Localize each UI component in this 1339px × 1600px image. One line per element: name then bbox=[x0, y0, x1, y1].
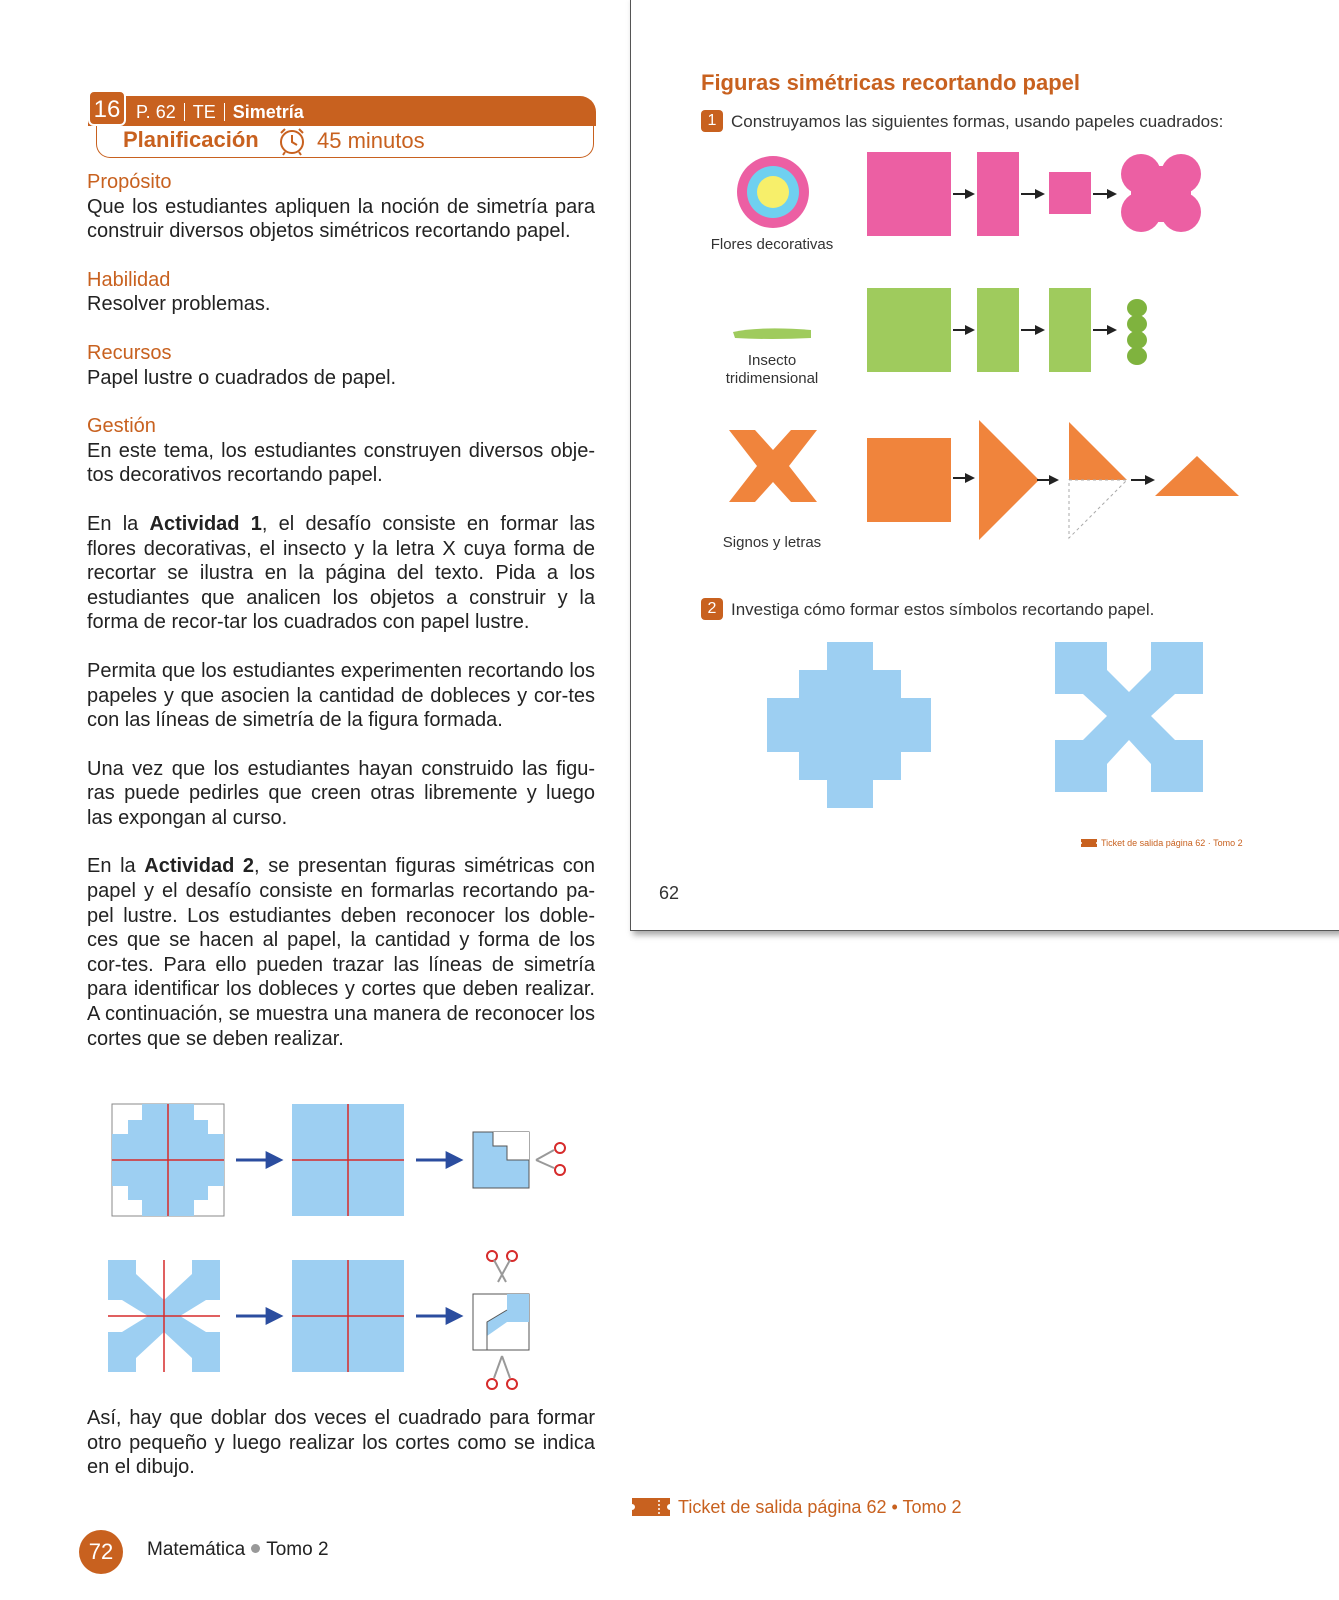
recursos-text: Papel lustre o cuadrados de papel. bbox=[87, 366, 397, 389]
page-number: 72 bbox=[79, 1530, 123, 1574]
lesson-header bbox=[88, 96, 596, 162]
pink-flower-result bbox=[1121, 154, 1201, 232]
bullet-icon bbox=[251, 1544, 260, 1553]
orange-folded-triangle bbox=[1155, 456, 1239, 496]
activity-1-instruction: Construyamos las siguientes formas, usando papeles cuadrados: bbox=[731, 112, 1224, 131]
te-label: TE bbox=[192, 102, 216, 122]
exit-ticket: Ticket de salida página 62 • Tomo 2 bbox=[632, 1497, 961, 1518]
gestion-heading: Gestión bbox=[87, 415, 156, 438]
green-strip bbox=[1049, 288, 1091, 372]
recursos-heading: Recursos bbox=[87, 341, 172, 364]
proposito-text: Que los estudiantes apliquen la noción de simetría para construir diversos objetos simétricos recortando papel. bbox=[87, 195, 595, 243]
header-tags bbox=[136, 100, 304, 124]
gestion-paragraph-4: Una vez que los estudiantes hayan construido las figu-ras puede pedirles que creen otras libremente y luego las expongan al curso. bbox=[87, 757, 595, 829]
page-ref: P. 62 bbox=[136, 102, 176, 122]
caption-insect-2: tridimensional bbox=[725, 370, 819, 387]
duration-label: 45 minutos bbox=[317, 128, 425, 153]
insect-icon bbox=[733, 328, 811, 339]
square-folded-lines bbox=[292, 1104, 404, 1216]
flower-icon bbox=[737, 156, 809, 228]
activity-2-instruction: Investiga cómo formar estos símbolos recortando papel. bbox=[731, 600, 1155, 619]
x-symbol bbox=[1055, 642, 1203, 792]
ticket-icon bbox=[1081, 839, 1097, 847]
activity-1-ref: Actividad 1 bbox=[149, 512, 262, 535]
square-folded-lines-2 bbox=[292, 1260, 404, 1372]
green-square bbox=[867, 288, 951, 372]
pink-quarter bbox=[1049, 172, 1091, 214]
student-page-number: 62 bbox=[659, 883, 680, 903]
folded-quarter-x bbox=[473, 1294, 529, 1350]
gestion-paragraph-2: En la Actividad 1, el desafío consiste en formar las flores decorativas, el insecto y la letra X cuya forma de recortar se ilustra en la página del texto. Pida a los estudiantes que analicen los objetos a construir y la forma de recor-tar los cuadrados con papel lustre. bbox=[87, 512, 595, 634]
x-shape-original bbox=[108, 1260, 220, 1372]
scissors-icon bbox=[536, 1143, 565, 1175]
gestion-paragraph-1: En este tema, los estudiantes construyen diversos obje-tos decorativos recortando papel. bbox=[87, 439, 595, 487]
student-page-title: Figuras simétricas recortando papel bbox=[701, 70, 1081, 95]
gestion-paragraph-5: En la Actividad 2, se presentan figuras simétricas con papel y el desafío consiste en formarlas recortando pa-pel lustre. Los estudiantes deben reconocer los doble-ces que se hacen al papel, la cantidad y forma de los cor-tes. Para ello pueden trazar las líneas de simetría para identificar los dobleces y cortes que deben realizar. A continuación, se muestra una manera de reconocer los cortes que se deben realizar. bbox=[87, 855, 596, 1050]
green-half bbox=[977, 288, 1019, 372]
activity-2-symbols bbox=[767, 642, 1207, 810]
activity-2-badge: 2 bbox=[701, 598, 723, 620]
teacher-guide-text bbox=[87, 170, 595, 1051]
x-letter-icon bbox=[729, 430, 817, 502]
folding-diagram bbox=[108, 1100, 578, 1400]
ticket-icon bbox=[632, 1498, 670, 1516]
footer-subject: Matemática Tomo 2 bbox=[147, 1539, 329, 1560]
plus-symbol bbox=[767, 642, 931, 808]
plus-shape-original bbox=[112, 1104, 224, 1216]
proposito-heading: Propósito bbox=[87, 171, 172, 193]
scissors-icon bbox=[487, 1251, 517, 1282]
topic-label: Simetría bbox=[232, 102, 304, 122]
planning-label: Planificación bbox=[123, 127, 259, 152]
caterpillar-result bbox=[1127, 299, 1147, 365]
caption-signs: Signos y letras bbox=[722, 534, 822, 551]
caption-insect-1: Insecto bbox=[747, 352, 797, 369]
alarm-clock-icon bbox=[275, 126, 309, 156]
student-page-preview bbox=[630, 0, 1339, 931]
lesson-number: 16 bbox=[88, 90, 126, 126]
scissors-icon bbox=[487, 1356, 517, 1389]
caption-flowers: Flores decorativas bbox=[710, 236, 834, 253]
ticket-small: Ticket de salida página 62 · Tomo 2 bbox=[1081, 838, 1243, 848]
closing-paragraph: Así, hay que doblar dos veces el cuadrado para formar otro pequeño y luego realizar los cortes como se indica en el dibujo. bbox=[87, 1407, 595, 1479]
orange-small-triangle bbox=[1069, 422, 1127, 480]
habilidad-heading: Habilidad bbox=[87, 268, 171, 291]
activity-2-ref: Actividad 2 bbox=[144, 855, 255, 878]
orange-square bbox=[867, 438, 951, 522]
folded-quarter-plus bbox=[473, 1132, 529, 1188]
pink-square bbox=[867, 152, 951, 236]
gestion-paragraph-3: Permita que los estudiantes experimenten recortando los papeles y que asocien la cantidad de dobleces y cor-tes con las líneas de simetría de la figura formada. bbox=[87, 659, 595, 732]
habilidad-text: Resolver problemas. bbox=[87, 293, 271, 316]
pink-half bbox=[977, 152, 1019, 236]
orange-triangle bbox=[979, 420, 1039, 540]
planning-row bbox=[96, 126, 594, 158]
activity-1-badge: 1 bbox=[701, 110, 723, 132]
